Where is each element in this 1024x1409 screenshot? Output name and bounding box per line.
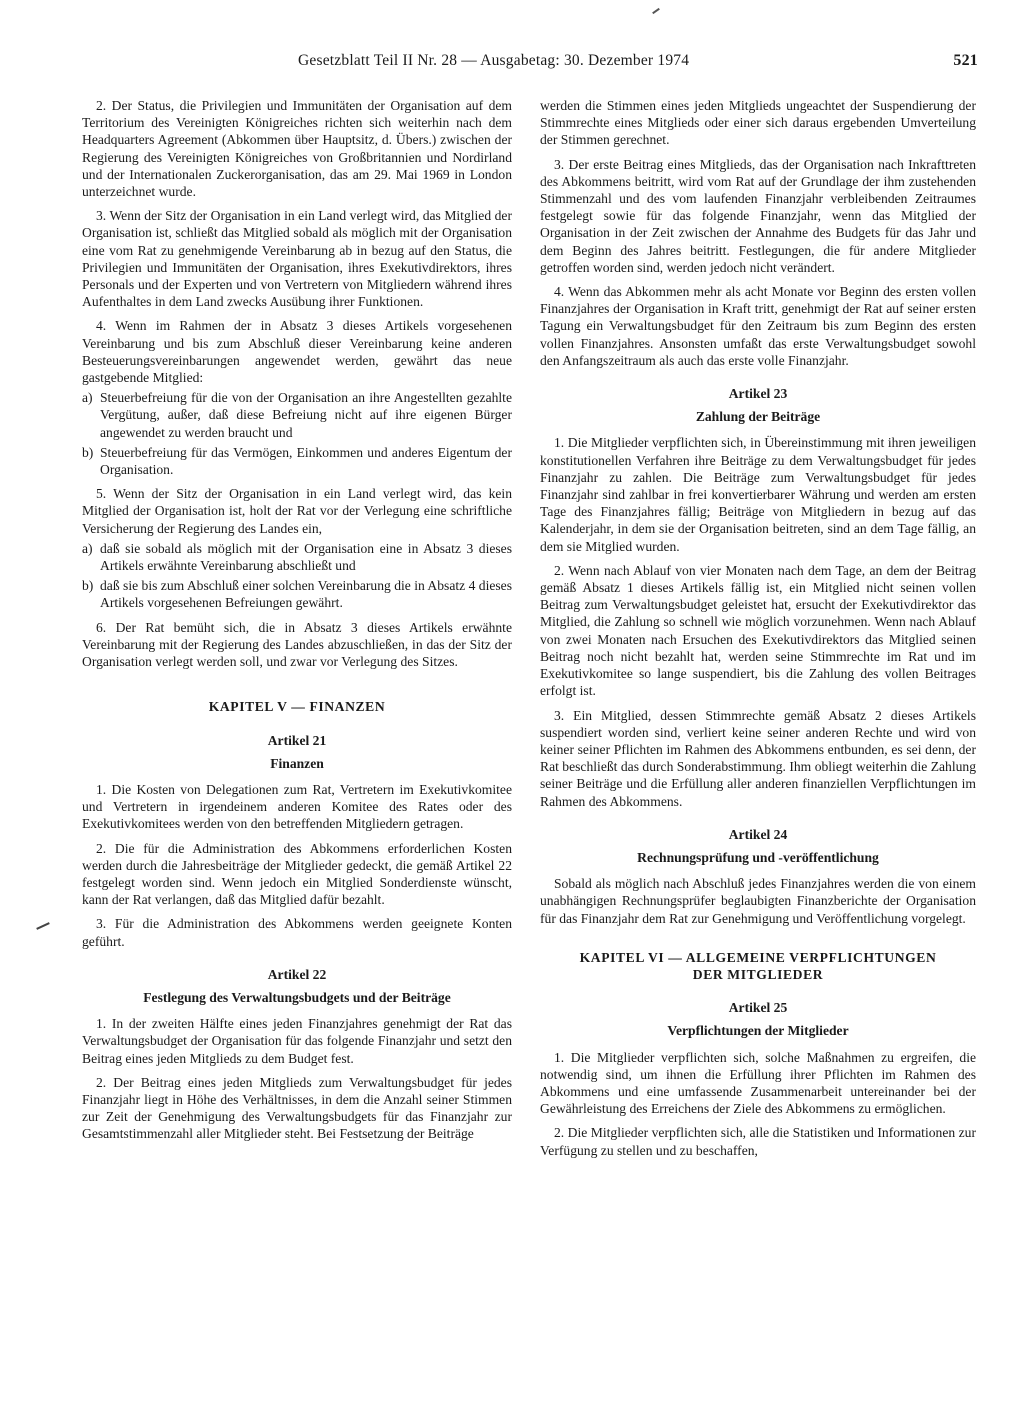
- paragraph: 4. Wenn im Rahmen der in Absatz 3 dieses Artikels vorgesehenen Vereinbarung und bis zum Abschluß dieser Vereinbarung keine anderen Besteuerungsvereinbarungen angewendet werden, gewährt das neue gastgebende Mitglied:: [82, 318, 512, 386]
- article-number: Artikel 24: [728, 826, 788, 842]
- chapter-heading-line: KAPITEL VI — ALLGEMEINE VERPFLICHTUNGEN: [579, 949, 937, 965]
- list-item: [82, 389, 512, 441]
- paragraph: 1. Die Mitglieder verpflichten sich, solche Maßnahmen zu ergreifen, die notwendig sind, um ihnen die Erfüllung ihrer Pflichten im Rahmen des Abkommens und eine umfassende Zusammenarbeit untereinander bei der Gewährleistung des Erreichens der Ziele des Abkommens zu ermöglichen.: [540, 1049, 976, 1117]
- list-label: a): [82, 540, 93, 556]
- article-number: Artikel 23: [728, 386, 788, 402]
- list-label: a): [82, 390, 93, 406]
- article-title: Zahlung der Beiträge: [695, 409, 821, 425]
- list-text: Steuerbefreiung für das Vermögen, Einkommen und anderes Eigentum der Organisation.: [100, 444, 512, 478]
- paragraph: 1. Die Mitglieder verpflichten sich, in Übereinstimmung mit ihren jeweiligen konstitutionellen Verfahren ihre Beiträge zu dem Verwaltungsbudget für jedes Finanzjahr zu zahlen. Die Beiträge zum Verwaltungsbudget für jedes Finanzjahr sind zahlbar in frei konvertierbarer Währung und werden am ersten Tage des Finanzjahres fällig; Beiträge von Mitgliedern in bezug auf das Kalenderjahr, in dem sie der Organisation beitreten, sind an dem Tage fällig, an dem sie Mitglied wurden.: [540, 435, 976, 554]
- paragraph: 3. Der erste Beitrag eines Mitglieds, das der Organisation nach Inkrafttreten des Abkommens beitritt, wird vom Rat auf der Grundlage der ihm zustehenden Stimmenzahl und des vom laufenden Finanzjahr verbleibenden Zeitraumes festgelegt sowie für das folgende Finanzjahr, wenn das Mitglied der Organisation in der Zeit zwischen der Annahme des Budgets für das Jahr und dem Beginn des Jahres beitritt. Festlegungen, die für andere Mitglieder getroffen worden sind, werden jedoch nicht verändert.: [540, 156, 976, 275]
- chapter-heading-line: DER MITGLIEDER: [692, 966, 824, 982]
- paragraph: 6. Der Rat bemüht sich, die in Absatz 3 dieses Artikels erwähnte Vereinbarung mit der Regierung des Landes abzuschließen, in das der Sitz der Organisation verlegt werden soll, und zwar vor Verlegung des Sitzes.: [82, 619, 512, 670]
- page-header: [298, 52, 978, 76]
- article-number: Artikel 22: [267, 966, 327, 982]
- list-text: Steuerbefreiung für die von der Organisation an ihre Angestellten gezahlte Vergütung, außer, daß diese Befreiung nicht auf ihre eigenen Bürger angewendet zu werden braucht und: [100, 390, 512, 440]
- paragraph: 2. Die Mitglieder verpflichten sich, alle die Statistiken und Informationen zur Verfügung zu stellen und zu beschaffen,: [540, 1125, 976, 1158]
- paragraph: 4. Wenn das Abkommen mehr als acht Monate vor Beginn des ersten vollen Finanzjahres der Organisation in Kraft tritt, genehmigt der Rat auf seiner ersten Tagung ein Verwaltungsbudget für den Zeitraum bis zum Beginn des ersten vollen Finanzjahres. Ansonsten umfaßt das erste Verwaltungsbudget sowohl den Anfangszeitraum als auch das erste volle Finanzjahr.: [540, 284, 976, 368]
- paragraph: 3. Für die Administration des Abkommens werden geeignete Konten geführt.: [82, 916, 512, 949]
- list-text: daß sie sobald als möglich mit der Organisation eine in Absatz 3 dieses Artikels erwähnte Vereinbarung abschließt und: [100, 540, 512, 574]
- article-title: Festlegung des Verwaltungsbudgets und der Beiträge: [143, 989, 451, 1005]
- paragraph: 2. Wenn nach Ablauf von vier Monaten nach dem Tage, an dem der Beitrag gemäß Absatz 1 dieses Artikels fällig ist, ein Mitglied nicht seinen vollen Beitrag zum Verwaltungsbudget geleistet hat, ersucht der Exekutivdirektor das Mitglied, die Zahlung so schnell wie möglich vorzunehmen. Wenn nach Ablauf von zwei Monaten nach Ersuchen des Exekutivdirektors das Mitglied seinen Beitrag noch nicht bezahlt hat, werden seine Stimmrechte im Rat und im Exekutivkomitee so lange suspendiert, bis die Zahlung des vollen Beitrages erfolgt ist.: [540, 562, 976, 699]
- article-title: Rechnungsprüfung und -veröffentlichung: [637, 849, 879, 865]
- list-text: daß sie bis zum Abschluß einer solchen Vereinbarung die in Absatz 4 dieses Artikels vorgesehenen Befreiungen gewährt.: [100, 578, 512, 611]
- sub-list: [82, 540, 512, 612]
- paragraph: 1. Die Kosten von Delegationen zum Rat, Vertretern im Exekutivkomitee und Vertretern in irgendeinem anderen Komitee des Rates oder des Exekutivkomitees werden von den betreffenden Mitgliedern getragen.: [82, 781, 512, 832]
- paragraph: 2. Der Beitrag eines jeden Mitglieds zum Verwaltungsbudget für jedes Finanzjahr liegt in Höhe des Verhältnisses, in dem die Anzahl seiner Stimmen zur Zeit der Genehmigung des Verwaltungsbudgets für das Finanzjahr zur Gesamtstimmenzahl aller Mitglieder steht. Bei Festsetzung der Beiträge: [82, 1074, 512, 1142]
- header-title: Gesetzblatt Teil II Nr. 28 — Ausgabetag: 30. Dezember 1974: [298, 52, 690, 69]
- right-column: [540, 97, 976, 1166]
- chapter-heading: KAPITEL V — FINANZEN: [208, 699, 386, 715]
- paragraph: 3. Wenn der Sitz der Organisation in ein Land verlegt wird, das Mitglied der Organisation ist, schließt das Mitglied sobald als möglich mit der Organisation eine vom Rat zu genehmigende Vereinbarung ab in bezug auf den Status, die Privilegien und Immunitäten der Organisation, ihres Exekutivdirektors, ihres Personals und der Experten und von Vertretern von Mitgliedern während ihres Aufenthaltes in dem Land zwecks Ausübung ihrer Funktionen.: [82, 208, 512, 310]
- paragraph: Sobald als möglich nach Abschluß jedes Finanzjahres werden die von einem unabhängigen Rechnungsprüfer beglaubigten Finanzberichte der Organisation für das Finanzjahr dem Rat zur Genehmigung und Veröffentlichung vorgelegt.: [540, 876, 976, 926]
- paragraph: 1. In der zweiten Hälfte eines jeden Finanzjahres genehmigt der Rat das Verwaltungsbudget der Organisation für das folgende Finanzjahr und setzt den Beitrag eines jeden Mitglieds zu dem Budget fest.: [82, 1016, 512, 1066]
- list-label: b): [82, 578, 94, 594]
- paragraph: 5. Wenn der Sitz der Organisation in ein Land verlegt wird, das kein Mitglied der Organisation ist, holt der Rat vor der Verlegung eine schriftliche Versicherung der Regierung des Landes ein,: [82, 486, 512, 536]
- left-column: [82, 97, 512, 1150]
- chapter-heading: [540, 949, 976, 983]
- article-title: Finanzen: [270, 755, 324, 771]
- paragraph: 2. Der Status, die Privilegien und Immunitäten der Organisation auf dem Territorium des Vereinigten Königreiches richten sich weiterhin nach dem Headquarters Agreement (Abkommen über Hauptsitz, d. Übers.) zwischen der Regierung des Vereinigten Königreiches von Großbritannien und Nordirland und der Internationalen Zuckerorganisation, das am 29. Mai 1969 in London unterzeichnet wurde.: [82, 98, 512, 200]
- paragraph: 3. Ein Mitglied, dessen Stimmrechte gemäß Absatz 2 dieses Artikels suspendiert worden sind, verliert keine seiner anderen Rechte und wird von keiner seiner Pflichten im Rahmen des Abkommens entbunden, es sei denn, der Rat beschließt das durch Sonderabstimmung. Ihm obliegt weiterhin die Zahlung seiner Beiträge und die Erfüllung aller anderen finanziellen Verpflichtungen im Rahmen des Abkommens.: [540, 707, 976, 809]
- article-title: Verpflichtungen der Mitglieder: [667, 1023, 849, 1039]
- paragraph-continued: werden die Stimmen eines jeden Mitglieds ungeachtet der Suspendierung der Stimmrechte eines Mitglieds oder einer sich daraus ergebenden Umverteilung der Stimmen gerechnet.: [540, 98, 976, 148]
- article-number: Artikel 21: [267, 732, 327, 748]
- list-item: [82, 540, 512, 574]
- list-item: [82, 577, 512, 611]
- paragraph: 2. Die für die Administration des Abkommens erforderlichen Kosten werden durch die Jahresbeiträge der Mitglieder gedeckt, die gemäß Artikel 22 festgelegt worden sind. Wenn jedoch ein Mitglied Sonderdienste wünscht, kann der Rat verlangen, daß das Mitglied dafür bezahlt.: [82, 840, 512, 908]
- pen-mark: [652, 8, 660, 14]
- list-label: b): [82, 444, 94, 460]
- page-number: 521: [953, 52, 978, 69]
- list-item: [82, 444, 512, 478]
- sub-list: [82, 389, 512, 478]
- article-number: Artikel 25: [728, 1000, 788, 1016]
- margin-pen-mark: [36, 922, 50, 930]
